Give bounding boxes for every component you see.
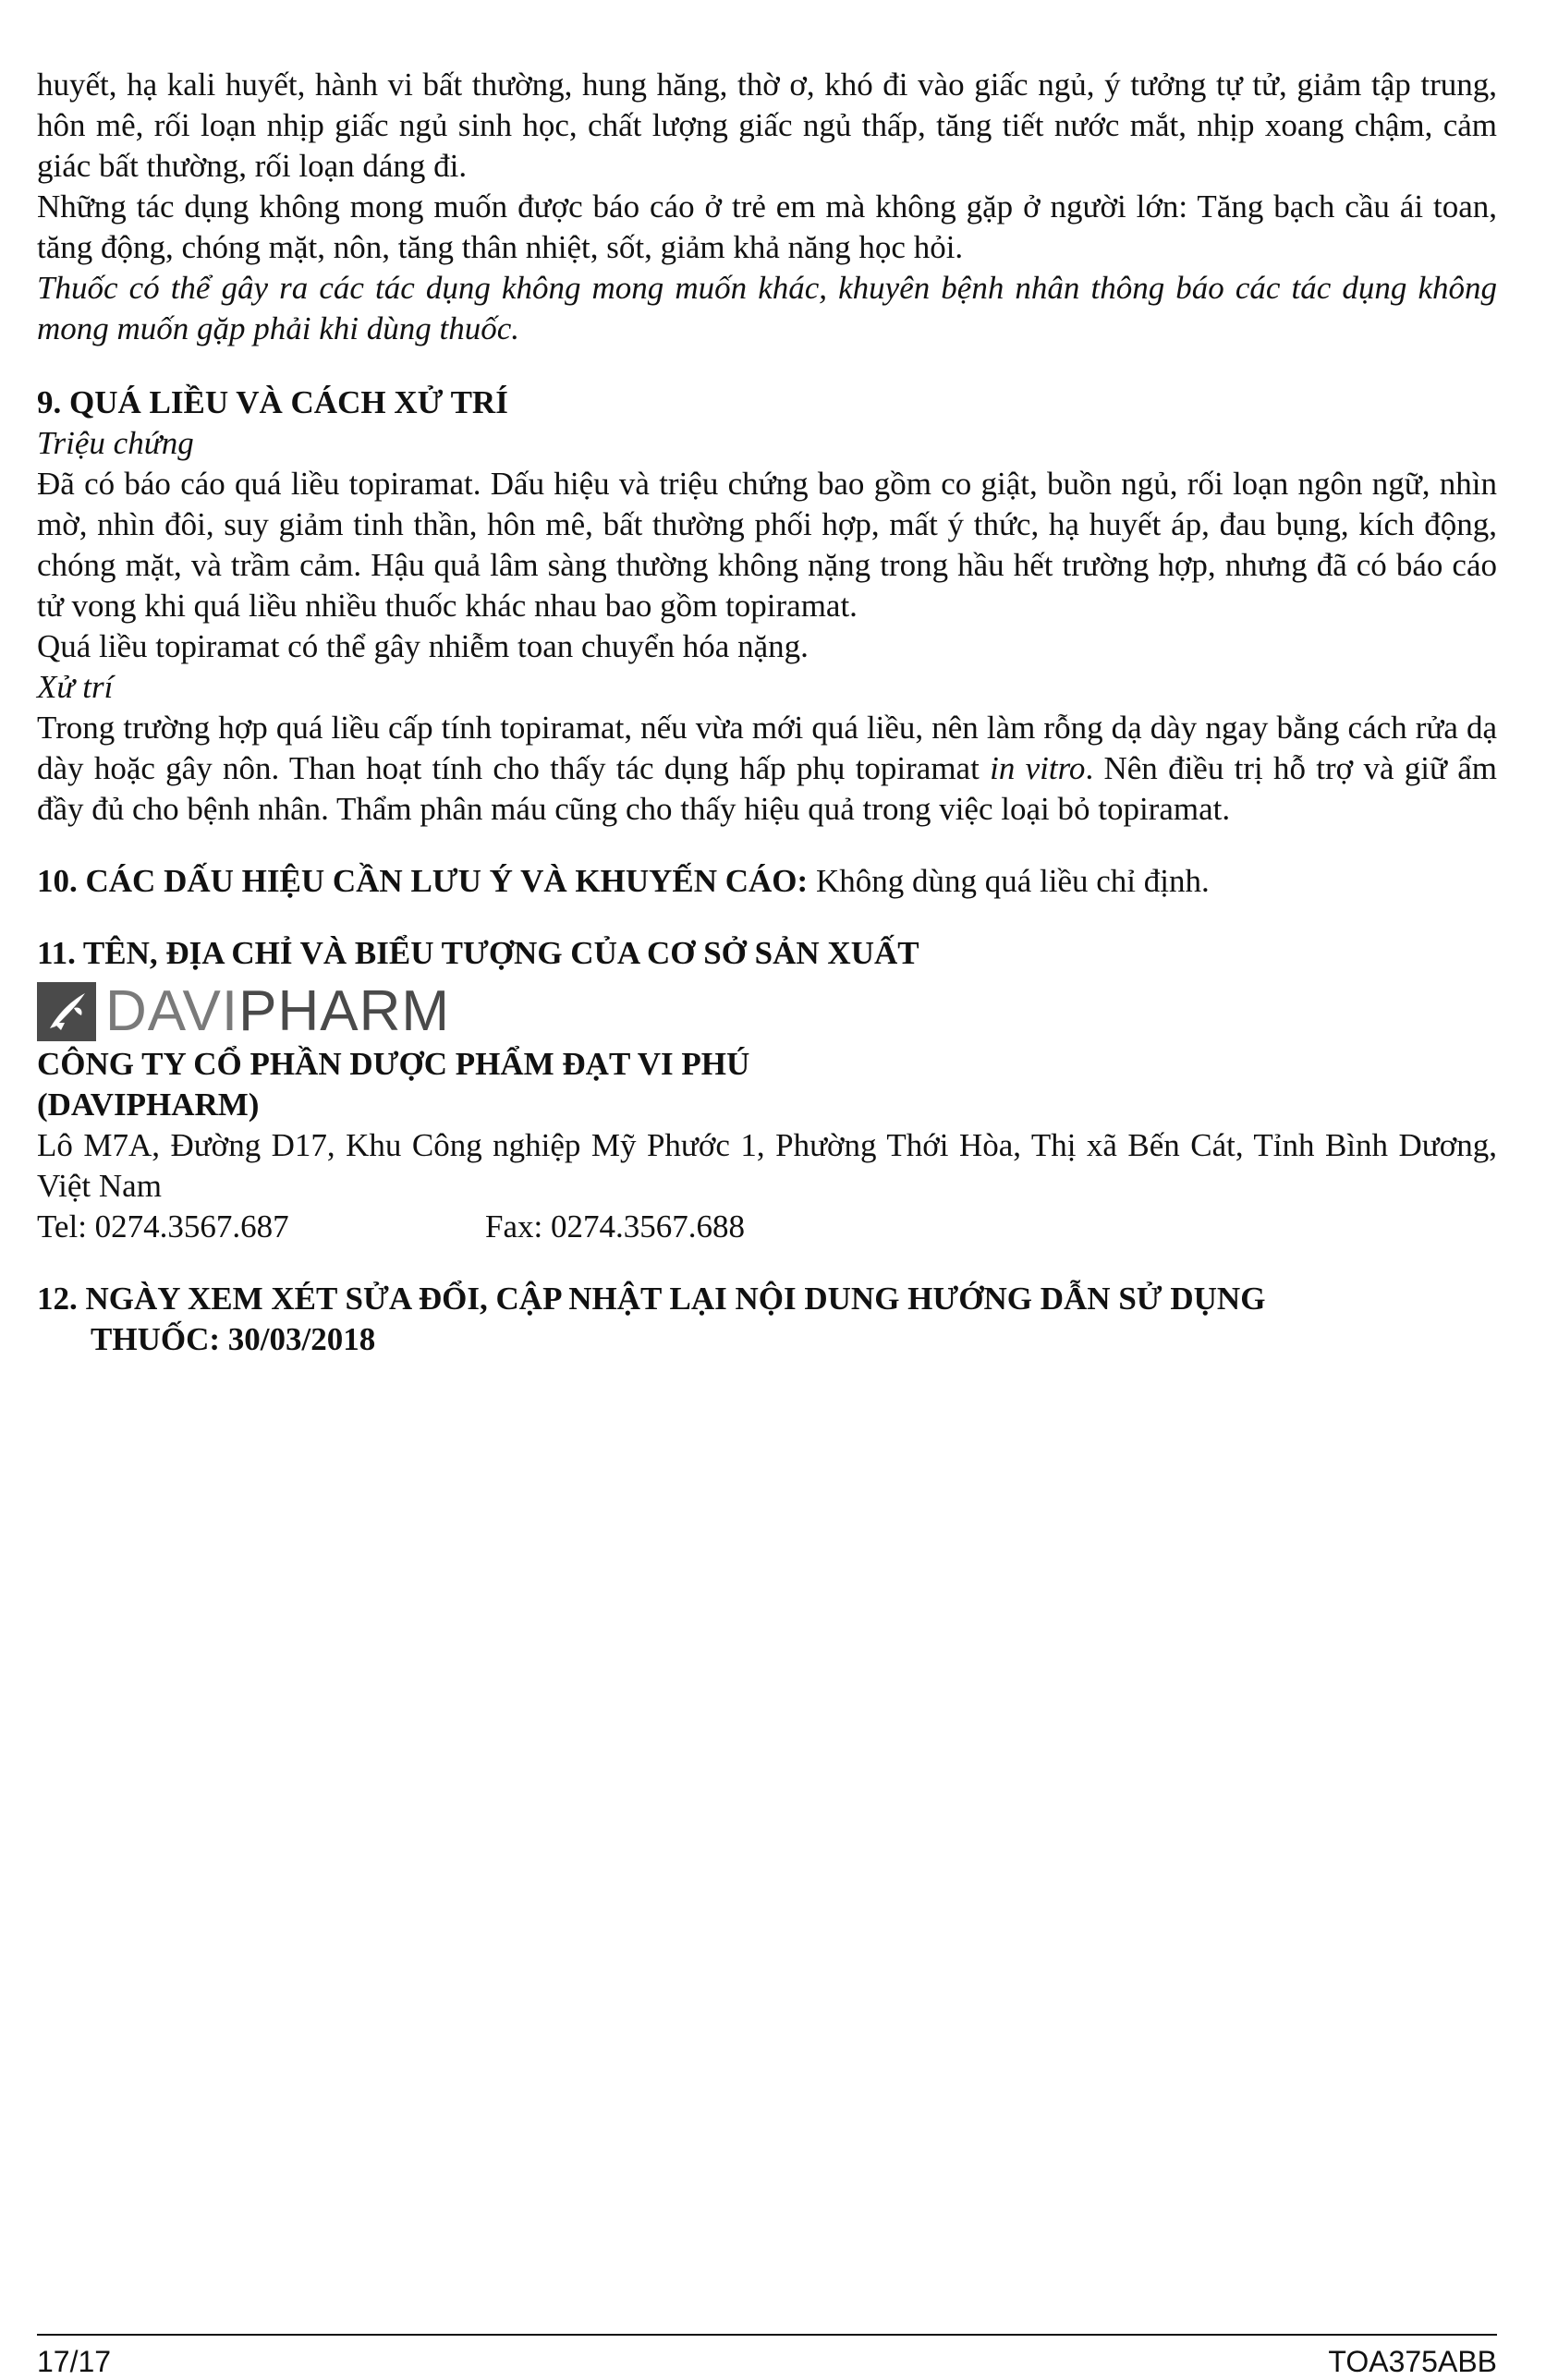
company-short-name: (DAVIPHARM) (37, 1087, 260, 1123)
section-12-heading-line-2: THUỐC: 30/03/2018 (91, 1321, 376, 1357)
treatment-in-vitro: in vitro (990, 750, 1086, 786)
contact-row (37, 1207, 1497, 1247)
company-name: CÔNG TY CỔ PHẦN DƯỢC PHẨM ĐẠT VI PHÚ (37, 1046, 750, 1082)
telephone: Tel: 0274.3567.687 (37, 1208, 289, 1245)
logo-text-davi: DAVI (105, 979, 239, 1043)
acidosis-text: Quá liều topiramat có thể gây nhiễm toan chuyển hóa nặng. (37, 628, 809, 664)
page-number: 17/17 (37, 2345, 112, 2378)
symptoms-text: Đã có báo cáo quá liều topiramat. Dấu hiệu và triệu chứng bao gồm co giật, buồn ngủ, rối loạn ngôn ngữ, nhìn mờ, nhìn đôi, suy giảm tinh thần, hôn mê, bất thường phối hợp, mất ý thức, hạ huyết áp, đau bụng, kích động, chóng mặt, và trầm cảm. Hậu quả lâm sàng thường không nặng trong hầu hết trường hợp, nhưng đã có báo cáo tử vong khi quá liều nhiều thuốc khác nhau bao gồm topiramat. (37, 466, 1497, 624)
side-effects-advice: Thuốc có thể gây ra các tác dụng không mong muốn khác, khuyên bệnh nhân thông báo các tác dụng không mong muốn gặp phải khi dùng thuốc. (37, 270, 1497, 346)
treatment-text (37, 708, 1497, 830)
section-10-text: Không dùng quá liều chỉ định. (808, 863, 1210, 899)
children-side-effects: Những tác dụng không mong muốn được báo cáo ở trẻ em mà không gặp ở người lớn: Tăng bạch cầu ái toan, tăng động, chóng mặt, nôn, tăng thân nhiệt, sốt, giảm khả năng học hỏi. (37, 188, 1497, 265)
symptoms-label: Triệu chứng (37, 425, 194, 461)
section-12-heading: 12. NGÀY XEM XÉT SỬA ĐỔI, CẬP NHẬT LẠI NỘI DUNG HƯỚNG DẪN SỬ DỤNG (37, 1281, 1266, 1317)
treatment-text-a: Trong trường hợp quá liều cấp tính topiramat, nếu vừa mới quá liều, nên làm rỗng dạ dày ngay bằng cách rửa dạ dày hoặc gây nôn. Than hoạt tính cho thấy tác dụng hấp phụ topiramat (37, 710, 1497, 786)
footer-divider (37, 2334, 1497, 2336)
treatment-label: Xử trí (37, 669, 114, 705)
section-10 (37, 861, 1497, 902)
page-footer (37, 2343, 1497, 2380)
side-effects-continuation: huyết, hạ kali huyết, hành vi bất thường, hung hăng, thờ ơ, khó đi vào giấc ngủ, ý tưởng tự tử, giảm tập trung, hôn mê, rối loạn nhịp giấc ngủ sinh học, chất lượng giấc ngủ thấp, tăng tiết nước mắt, nhịp xoang chậm, cảm giác bất thường, rối loạn dáng đi. (37, 67, 1497, 184)
davipharm-logo (37, 979, 1497, 1044)
section-9-heading: 9. QUÁ LIỀU VÀ CÁCH XỬ TRÍ (37, 384, 508, 420)
logo-text-pharm: PHARM (238, 979, 451, 1043)
company-address: Lô M7A, Đường D17, Khu Công nghiệp Mỹ Phước 1, Phường Thới Hòa, Thị xã Bến Cát, Tỉnh Bình Dương, Việt Nam (37, 1127, 1497, 1204)
section-10-heading: 10. CÁC DẤU HIỆU CẦN LƯU Ý VÀ KHUYẾN CÁO: (37, 863, 809, 899)
section-11-heading: 11. TÊN, ĐỊA CHỈ VÀ BIỂU TƯỢNG CỦA CƠ SỞ SẢN XUẤT (37, 935, 919, 971)
fax: Fax: 0274.3567.688 (485, 1208, 745, 1245)
document-code: TOA375ABB (1328, 2345, 1497, 2378)
document-page (37, 65, 1497, 1360)
davipharm-logo-mark-icon (37, 982, 96, 1041)
davipharm-logo-text (105, 979, 451, 1043)
treatment-text-b: . Nên điều trị hỗ trợ và giữ ẩm đầy đủ cho bệnh nhân. Thẩm phân máu cũng cho thấy hiệu quả trong việc loại bỏ topiramat. (37, 750, 1498, 827)
